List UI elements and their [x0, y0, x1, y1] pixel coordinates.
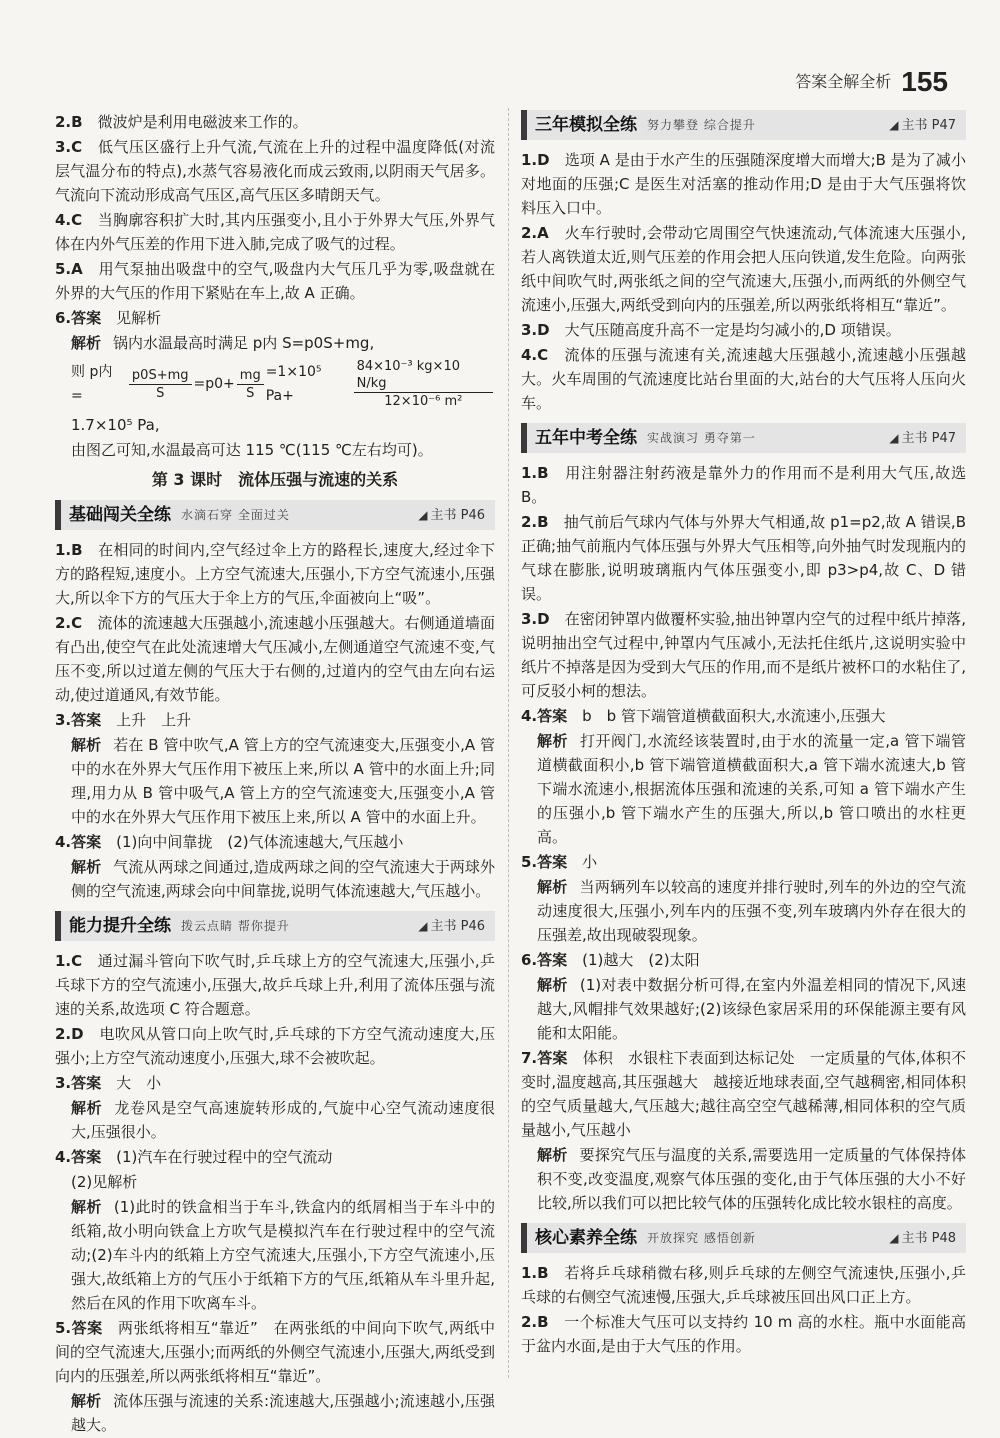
- answer-item: [521, 221, 966, 317]
- answer-text: (1)越大 (2)太阳: [582, 951, 700, 969]
- answer-item: [55, 1145, 495, 1169]
- book-ref: [418, 503, 485, 528]
- pencil-icon: ◢: [889, 430, 899, 445]
- answer-text: 在相同的时间内,空气经过伞上方的路程长,速度大,经过伞下方的路程短,速度小。上方空气流速大,压强小,下方空气流速小,压强大,所以伞下方的气压大于伞上方的气压,伞面被向上“吸”。: [55, 541, 495, 607]
- answer-text: (1)向中间靠拢 (2)气体流速越大,气压越小: [116, 833, 404, 851]
- answer-text: 用气泵抽出吸盘中的空气,吸盘内大气压几乎为零,吸盘就在外界的大气压的作用下紧贴在车上,故 A 正确。: [55, 260, 495, 302]
- answer-number: 6.答案: [521, 951, 568, 969]
- answer-number: 4.答案: [55, 833, 102, 851]
- answer-text: 选项 A 是由于水产生的压强随深度增大而增大;B 是为了减小对地面的压强;C 是医生对活塞的推动作用;D 是由于大气压强将饮料压入口中。: [521, 151, 966, 217]
- answer-item: [55, 135, 495, 207]
- analysis-text: (1)此时的铁盒相当于车斗,铁盒内的纸屑相当于车斗中的纸箱,故小明向铁盒上方吹气是模拟汽车在行驶过程中的空气流动;(2)车斗内的纸箱上方空气流速大,压强小,下方空气流速小,压强大,故纸箱上方的气压小于纸箱下方的气压,纸箱从车斗里升起,然后在风的作用下吹离车斗。: [71, 1198, 495, 1312]
- equation: [55, 358, 495, 410]
- answer-item: [521, 343, 966, 415]
- answer-number: 2.B: [521, 513, 549, 531]
- answer-item: [55, 257, 495, 305]
- answer-text: 大 小: [116, 1074, 162, 1092]
- answer-item: [521, 1046, 966, 1142]
- analysis: [55, 1195, 495, 1315]
- section-title: 基础闯关全练: [69, 505, 171, 525]
- answer-item: [55, 1022, 495, 1070]
- answer-text: 微波炉是利用电磁波来工作的。: [97, 113, 308, 131]
- answer-item: [55, 949, 495, 1021]
- section-title: 三年模拟全练: [535, 115, 637, 135]
- analysis-tag: 解析: [71, 1099, 103, 1117]
- section-subtitle: 努力攀登 综合提升: [647, 118, 756, 132]
- answer-item: [55, 1071, 495, 1095]
- analysis-text: 流体压强与流速的关系:流速越大,压强越小;流速越小,压强越大。: [71, 1392, 495, 1434]
- pencil-icon: ◢: [418, 507, 428, 522]
- analysis: [55, 331, 495, 355]
- answer-number: 5.答案: [55, 1319, 103, 1337]
- answer-item: [521, 607, 966, 703]
- answer-text: 两张纸将相互“靠近” 在两张纸的中间向下吹气,两纸中间的空气流速大,压强小;而两纸的外侧空气流速小,压强大,两纸受到向内的压强差,所以两张纸将相互“靠近”。: [55, 1319, 495, 1385]
- pencil-icon: ◢: [889, 1230, 899, 1245]
- answer-number: 1.B: [55, 541, 83, 559]
- pencil-icon: ◢: [889, 117, 899, 132]
- analysis: [55, 733, 495, 829]
- answer-number: 3.答案: [55, 1074, 102, 1092]
- analysis: [55, 1389, 495, 1437]
- answer-number: 1.B: [521, 464, 549, 482]
- answer-item: [521, 948, 966, 972]
- answer-item: [521, 318, 966, 342]
- book-ref-text: 主书 P46: [430, 918, 485, 934]
- answer-number: 2.C: [55, 614, 83, 632]
- answer-text: (1)汽车在行驶过程中的空气流动: [116, 1148, 333, 1166]
- answer-number: 3.答案: [55, 711, 102, 729]
- analysis-tag: 解析: [71, 334, 102, 352]
- answer-number: 1.D: [521, 151, 550, 169]
- book-ref: [889, 113, 956, 138]
- analysis-text: 打开阀门,水流经该装置时,由于水的流量一定,a 管下端管道横截面积小,b 管下端管道横截面积大,a 管下端水流速大,b 管下端水流速小,根据流体压强和流速的关系,可知 a 管下端水产生的压强小,b 管下端水产生的压强大,所以,b 管口喷出的水柱更高。: [537, 732, 966, 846]
- answer-item: [55, 306, 495, 330]
- analysis-text: 要探究气压与温度的关系,需要选用一定质量的气体保持体积不变,改变温度,观察气体压强的变化,由于气体压强的大小不好比较,所以我们可以把比较气体的压强转化成比较水银柱的高度。: [537, 1146, 966, 1212]
- analysis-tag: 解析: [537, 1146, 568, 1164]
- answer-item: [55, 1316, 495, 1388]
- frac-numerator: mg: [237, 367, 264, 385]
- answer-item: [55, 538, 495, 610]
- analysis-tag: 解析: [537, 878, 568, 896]
- section-header: [521, 423, 966, 453]
- answer-item: [55, 830, 495, 854]
- answer-text: 通过漏斗管向下吹气时,乒乓球上方的空气流速大,压强小,乒乓球下方的空气流速小,压强大,故乒乓球上升,利用了流体压强与流速的关系,故选项 C 符合题意。: [55, 952, 495, 1018]
- eq-mid: =1×10⁵ Pa+: [265, 364, 322, 404]
- analysis-text: 当两辆列车以较高的速度并排行驶时,列车的外边的空气流动速度很大,压强小,列车内的压强不变,列车玻璃内外存在很大的压强差,故出现破裂现象。: [537, 878, 966, 944]
- analysis-tag: 解析: [71, 1392, 102, 1410]
- section-subtitle: 拨云点睛 帮你提升: [181, 919, 290, 933]
- analysis: [55, 1096, 495, 1144]
- fraction: [129, 367, 192, 402]
- answer-number: 2.B: [521, 1313, 549, 1331]
- answer-number: 4.答案: [521, 707, 568, 725]
- answer-item: [521, 1261, 966, 1309]
- fraction: [237, 367, 264, 402]
- analysis: [55, 855, 495, 903]
- answer-number: 3.D: [521, 610, 550, 628]
- analysis-text: 锅内水温最高时满足 p内 S=p0S+mg,: [113, 334, 375, 352]
- answer-text: 电吹风从管口向上吹气时,乒乓球的下方空气流动速度大,压强小;上方空气流动速度小,压强大,球不会被吹起。: [55, 1025, 495, 1067]
- section-header: [55, 911, 495, 941]
- book-ref-text: 主书 P47: [901, 430, 956, 446]
- answer-text: 当胸廓容积扩大时,其内压强变小,且小于外界大气压,外界气体在内外气压差的作用下进入肺,完成了吸气的过程。: [55, 211, 495, 253]
- answer-number: 5.A: [55, 260, 83, 278]
- answer-text: 上升 上升: [116, 711, 192, 729]
- eq-result: 1.7×10⁵ Pa,: [71, 416, 160, 434]
- section-title: 能力提升全练: [69, 916, 171, 936]
- answer-number: 1.C: [55, 952, 83, 970]
- frac-numerator: 84×10⁻³ kg×10 N/kg: [354, 358, 493, 393]
- eq-prefix: 则 p内 =: [71, 364, 113, 404]
- answer-item: [521, 461, 966, 509]
- book-ref-text: 主书 P48: [901, 1230, 956, 1246]
- pencil-icon: ◢: [418, 918, 428, 933]
- answer-item: [521, 704, 966, 728]
- page-number: 155: [901, 66, 948, 97]
- analysis-tag: 解析: [537, 732, 569, 750]
- book-ref: [889, 1226, 956, 1251]
- answer-item: [521, 850, 966, 874]
- analysis-text: 龙卷风是空气高速旋转形成的,气旋中心空气流动速度很大,压强很小。: [71, 1099, 495, 1141]
- analysis-tag: 解析: [71, 858, 102, 876]
- answer-item: [521, 1310, 966, 1358]
- lesson-title: 第 3 课时 流体压强与流速的关系: [151, 470, 399, 489]
- frac-denominator: S: [156, 385, 165, 401]
- answer-text: 小: [582, 853, 598, 871]
- answer-text: 流体的流速越大压强越小,流速越小压强越大。右侧通道墙面有凸出,使空气在此处流速增大气压减小,左侧通道空气流速不变,气压不变,所以过道左侧的气压大于右侧的,过道内的空气由左向右运动,使过道通风,有效节能。: [55, 614, 495, 704]
- answer-continued: (2)见解析: [71, 1173, 138, 1191]
- answer-number: 5.答案: [521, 853, 568, 871]
- answer-item: [55, 208, 495, 256]
- answer-text: 在密闭钟罩内做覆杯实验,抽出钟罩内空气的过程中纸片掉落,说明抽出空气过程中,钟罩内气压减小,无法托住纸片,这说明实验中纸片不掉落是因为受到大气压的作用,而不是纸片被杯口的水粘住了,可反驳小柯的想法。: [521, 610, 966, 700]
- answer-text: 若将乒乓球稍微右移,则乒乓球的左侧空气流速快,压强小,乒乓球的右侧空气流速慢,压强大,乒乓球被压回出风口正上方。: [521, 1264, 966, 1306]
- answer-text: 用注射器注射药液是靠外力的作用而不是利用大气压,故选 B。: [521, 464, 966, 506]
- answer-item: [55, 611, 495, 707]
- analysis: [521, 875, 966, 947]
- section-header: [521, 110, 966, 140]
- answer-number: 1.B: [521, 1264, 549, 1282]
- answer-text: 体积 水银柱下表面到达标记处 一定质量的气体,体积不变时,温度越高,其压强越大 越接近地球表面,空气越稠密,相同体积的空气质量越大,气压越大;越往高空空气越稀薄,相同体积的空气质量越小,气压越小: [521, 1049, 966, 1139]
- section-subtitle: 实战演习 勇夺第一: [647, 431, 756, 445]
- answer-text: 流体的压强与流速有关,流速越大压强越小,流速越小压强越大。火车周围的气流速度比站台里面的大,站台的大气压将人压向火车。: [521, 346, 966, 412]
- analysis: [521, 973, 966, 1045]
- answer-number: 4.答案: [55, 1148, 102, 1166]
- answer-number: 2.D: [55, 1025, 84, 1043]
- analysis: [521, 1143, 966, 1215]
- book-ref-text: 主书 P46: [430, 507, 485, 523]
- book-ref: [418, 914, 485, 939]
- answer-number: 3.D: [521, 321, 550, 339]
- answer-text: 抽气前后气球内气体与外界大气相通,故 p1=p2,故 A 错误,B 正确;抽气前瓶内气体压强与外界大气压相等,向外抽气时发现瓶内的气球在膨胀,说明玻璃瓶内气体压强变小,即 p3>p4,故 C、D 错误。: [521, 513, 966, 603]
- left-column: [55, 110, 495, 1438]
- conclusion: 由图乙可知,水温最高可达 115 ℃(115 ℃左右均可)。: [71, 441, 433, 459]
- eq-mid: =p0+: [193, 376, 235, 392]
- section-subtitle: 开放探究 感悟创新: [647, 1231, 756, 1245]
- section-title: 五年中考全练: [535, 428, 637, 448]
- book-ref-text: 主书 P47: [901, 117, 956, 133]
- analysis-text: 若在 B 管中吹气,A 管上方的空气流速变大,压强变小,A 管中的水在外界大气压作用下被压上来,所以 A 管中的水面上升;同理,用力从 B 管中吸气,A 管上方的空气流速变大,压强变小,A 管中的水在外界大气压作用下被压上来,所以 A 管中的水面上升。: [71, 736, 495, 826]
- answer-text: 大气压随高度升高不一定是均匀减小的,D 项错误。: [564, 321, 901, 339]
- book-ref: [889, 426, 956, 451]
- answer-text: 一个标准大气压可以支持约 10 m 高的水柱。瓶中水面能高于盆内水面,是由于大气压的作用。: [521, 1313, 966, 1355]
- right-column: [521, 110, 966, 1359]
- answer-item: [521, 510, 966, 606]
- answer-number: 2.A: [521, 224, 549, 242]
- section-header: [521, 1223, 966, 1253]
- analysis-tag: 解析: [71, 736, 102, 754]
- answer-number: 2.B: [55, 113, 83, 131]
- analysis: [521, 729, 966, 849]
- frac-numerator: p0S+mg: [129, 367, 192, 385]
- answer-text: 见解析: [116, 309, 162, 327]
- answer-text: 火车行驶时,会带动它周围空气快速流动,气体流速大压强小,若人离铁道太近,则气压差的作用会把人压向铁道,发生危险。向两张纸中间吹气时,两张纸之间的空气流速大,压强小,而两纸的外侧空气流速小,压强大,两纸受到向内的压强差,所以两张纸将相互“靠近”。: [521, 224, 966, 314]
- answer-item: [521, 148, 966, 220]
- header-label: 答案全解全析: [795, 72, 892, 91]
- column-divider: [508, 108, 509, 1378]
- answer-number: 3.C: [55, 138, 83, 156]
- section-subtitle: 水滴石穿 全面过关: [181, 508, 290, 522]
- section-title: 核心素养全练: [535, 1228, 637, 1248]
- answer-number: 6.答案: [55, 309, 102, 327]
- analysis-text: 气流从两球之间通过,造成两球之间的空气流速大于两球外侧的空气流速,两球会向中间靠拢,说明气体流速越大,气压越小。: [71, 858, 495, 900]
- page-header: [795, 62, 948, 102]
- analysis-tag: 解析: [537, 976, 568, 994]
- analysis-text: (1)对表中数据分析可得,在室内外温差相同的情况下,风速越大,风帽排气效果越好;(2)该绿色家居采用的环保能源主要有风能和太阳能。: [537, 976, 966, 1042]
- answer-number: 4.C: [521, 346, 549, 364]
- answer-text: b b 管下端管道横截面积大,水流速小,压强大: [582, 707, 886, 725]
- analysis-tag: 解析: [71, 1198, 102, 1216]
- fraction: [354, 358, 493, 410]
- frac-denominator: 12×10⁻⁶ m²: [384, 394, 463, 409]
- answer-item: [55, 110, 495, 134]
- answer-text: 低气压区盛行上升气流,气流在上升的过程中温度降低(对流层气温分布的特点),水蒸气容易液化而成云致雨,以阴雨天气居多。气流向下流动形成高气压区,高气压区多晴朗天气。: [55, 138, 495, 204]
- answer-number: 4.C: [55, 211, 83, 229]
- answer-number: 7.答案: [521, 1049, 568, 1067]
- answer-item: [55, 708, 495, 732]
- frac-denominator: S: [246, 385, 255, 401]
- section-header: [55, 500, 495, 530]
